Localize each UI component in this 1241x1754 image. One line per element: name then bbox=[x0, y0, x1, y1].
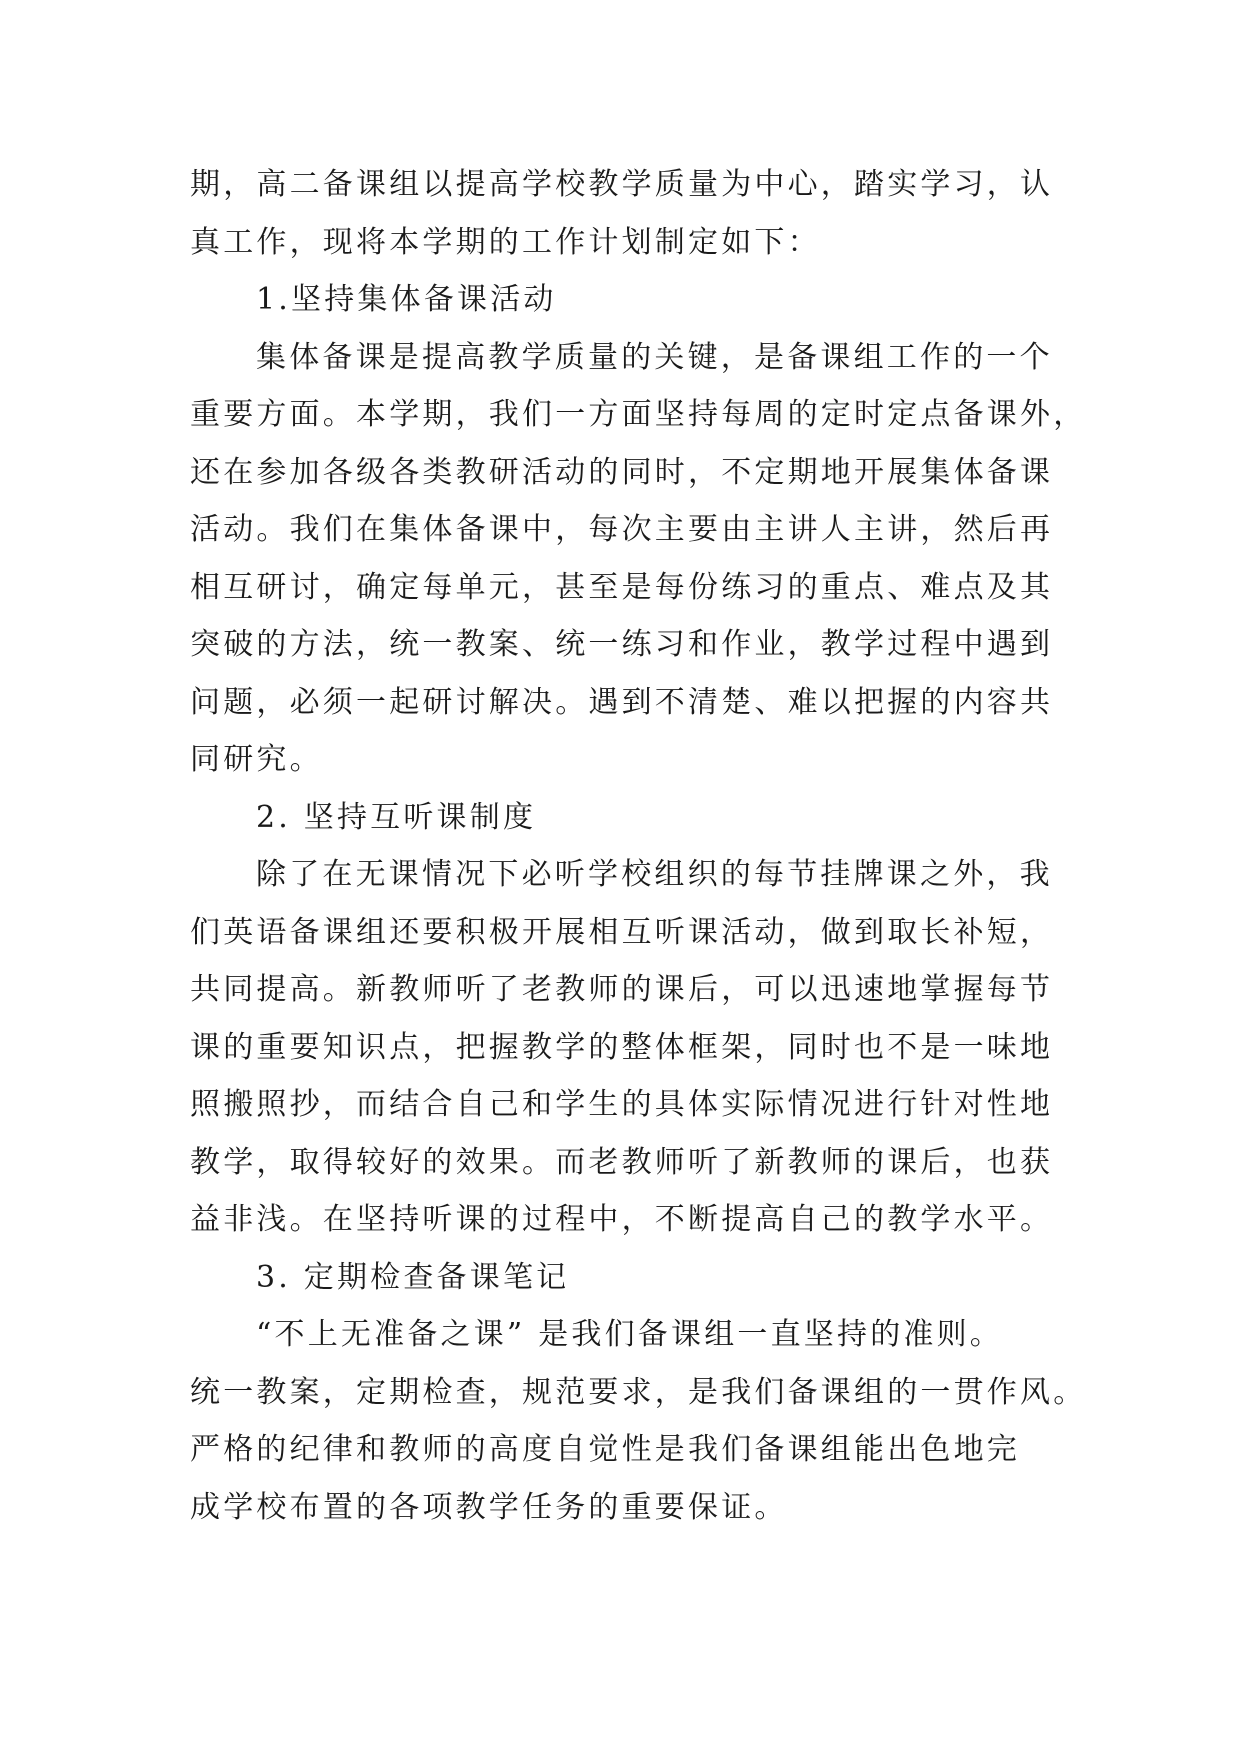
paragraph-line: “不上无准备之课” 是我们备课组一直坚持的准则。 bbox=[256, 1317, 1004, 1352]
paragraph-line: 重要方面。本学期，我们一方面坚持每周的定时定点备课外， bbox=[190, 397, 1087, 432]
paragraph-line: 课的重要知识点，把握教学的整体框架，同时也不是一味地 bbox=[190, 1029, 1054, 1065]
paragraph-line: 益非浅。在坚持听课的过程中，不断提高自己的教学水平。 bbox=[190, 1202, 1054, 1237]
paragraph-line: 问题，必须一起研讨解决。遇到不清楚、难以把握的内容共 bbox=[190, 684, 1054, 720]
paragraph-line: 集体备课是提高教学质量的关键，是备课组工作的一个 bbox=[256, 339, 1053, 375]
paragraph-line: 同研究。 bbox=[190, 742, 323, 777]
section-heading-1: 1.坚持集体备课活动 bbox=[256, 282, 557, 317]
paragraph-line: 统一教案，定期检查，规范要求，是我们备课组的一贯作风。 bbox=[190, 1374, 1087, 1410]
paragraph-line: 除了在无课情况下必听学校组织的每节挂牌课之外，我 bbox=[256, 857, 1053, 892]
section-heading-3: 3. 定期检查备课笔记 bbox=[256, 1259, 570, 1295]
section-heading-2: 2. 坚持互听课制度 bbox=[256, 799, 537, 835]
paragraph-line: 照搬照抄，而结合自己和学生的具体实际情况进行针对性地 bbox=[190, 1087, 1054, 1122]
paragraph-line: 共同提高。新教师听了老教师的课后，可以迅速地掌握每节 bbox=[190, 972, 1054, 1007]
paragraph-line: 真工作，现将本学期的工作计划制定如下： bbox=[190, 224, 821, 260]
paragraph-line: 活动。我们在集体备课中，每次主要由主讲人主讲，然后再 bbox=[190, 512, 1054, 547]
paragraph-line: 突破的方法，统一教案、统一练习和作业，教学过程中遇到 bbox=[190, 627, 1054, 662]
document-body bbox=[190, 156, 1090, 1536]
paragraph-line: 教学，取得较好的效果。而老教师听了新教师的课后，也获 bbox=[190, 1144, 1054, 1180]
paragraph-line: 成学校布置的各项教学任务的重要保证。 bbox=[190, 1489, 788, 1525]
paragraph-line: 相互研讨，确定每单元，甚至是每份练习的重点、难点及其 bbox=[190, 569, 1054, 605]
paragraph-line: 还在参加各级各类教研活动的同时，不定期地开展集体备课 bbox=[190, 454, 1054, 490]
paragraph-line: 们英语备课组还要积极开展相互听课活动，做到取长补短， bbox=[190, 914, 1054, 950]
paragraph-line: 严格的纪律和教师的高度自觉性是我们备课组能出色地完 bbox=[190, 1432, 1020, 1467]
paragraph-line: 期，高二备课组以提高学校教学质量为中心，踏实学习，认 bbox=[190, 167, 1054, 202]
